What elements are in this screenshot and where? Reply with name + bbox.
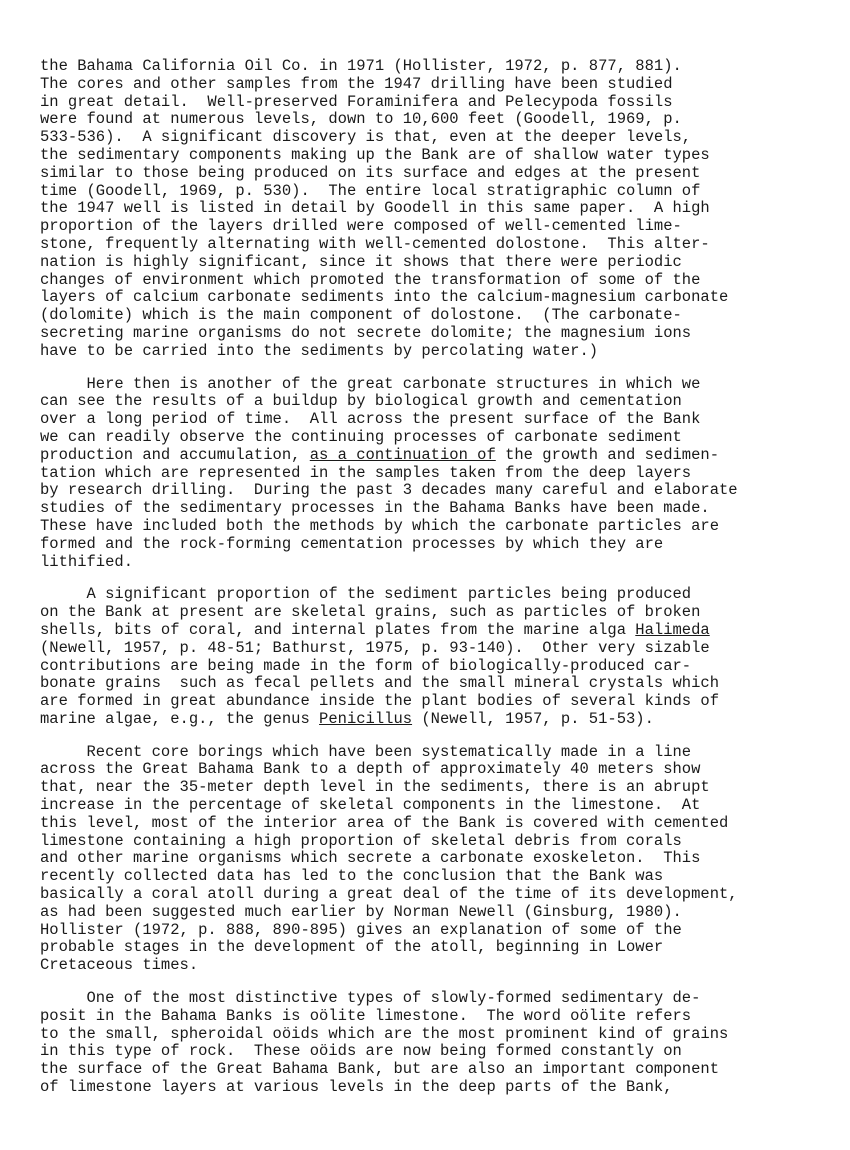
text-line: Hollister (1972, p. 888, 890-895) gives an explanation of some of the [40,920,682,939]
text-line: by research drilling. During the past 3 decades many careful and elaborate [40,481,738,500]
text-line: increase in the percentage of skeletal components in the limestone. At [40,796,701,815]
text-line: of limestone layers at various levels in the deep parts of the Bank, [40,1078,673,1097]
text-line: have to be carried into the sediments by percolating water.) [40,341,599,360]
text-line: over a long period of time. All across the present surface of the Bank [40,410,701,429]
text-line: nation is highly significant, since it shows that there were periodic [40,252,682,271]
text-line: formed and the rock-forming cementation processes by which they are [40,534,664,553]
text-line: Cretaceous times. [40,956,199,975]
text-line: this level, most of the interior area of the Bank is covered with cemented [40,813,729,832]
text-line: production and accumulation, as a continuation of the growth and sedimen- [40,445,720,464]
underlined-phrase: as a continuation of [309,445,496,464]
paragraph-3 [40,586,820,728]
text-line: that, near the 35-meter depth level in the sediments, there is an abrupt [40,778,710,797]
text-line: The cores and other samples from the 1947 drilling have been studied [40,74,673,93]
paragraph-5 [40,990,820,1097]
text-line: shells, bits of coral, and internal plates from the marine alga Halimeda [40,620,710,639]
text-line: proportion of the layers drilled were composed of well-cemented lime- [40,217,682,236]
text-line: time (Goodell, 1969, p. 530). The entire local stratigraphic column of [40,181,701,200]
text-line: can see the results of a buildup by biological growth and cementation [40,392,682,411]
paragraph-1 [40,58,820,361]
text-line: contributions are being made in the form of biologically-produced car- [40,656,692,675]
text-line: in this type of rock. These oöids are now being formed constantly on [40,1042,682,1061]
paragraph-4 [40,744,820,975]
text-line: in great detail. Well-preserved Foraminifera and Pelecypoda fossils [40,92,673,111]
text-line: layers of calcium carbonate sediments into the calcium-magnesium carbonate [40,288,729,307]
text-line: across the Great Bahama Bank to a depth of approximately 40 meters show [40,760,701,779]
text-line: Recent core borings which have been systematically made in a line [40,742,692,761]
text-line: to the small, spheroidal oöids which are the most prominent kind of grains [40,1024,729,1043]
text-line: Here then is another of the great carbonate structures in which we [40,374,701,393]
text-line: limestone containing a high proportion of skeletal debris from corals [40,831,682,850]
text-line: recently collected data has led to the conclusion that the Bank was [40,867,664,886]
text-line: studies of the sedimentary processes in the Bahama Banks have been made. [40,499,710,518]
text-line: stone, frequently alternating with well-cemented dolostone. This alter- [40,234,710,253]
text-line: the Bahama California Oil Co. in 1971 (Hollister, 1972, p. 877, 881). [40,57,682,75]
text-line: marine algae, e.g., the genus Penicillus (Newell, 1957, p. 51-53). [40,709,654,728]
text-line: the 1947 well is listed in detail by Goodell in this same paper. A high [40,199,710,218]
text-line: 533-536). A significant discovery is that, even at the deeper levels, [40,128,692,147]
text-line: and other marine organisms which secrete a carbonate exoskeleton. This [40,849,701,868]
text-line: (dolomite) which is the main component of dolostone. (The carbonate- [40,306,682,325]
text-line: the surface of the Great Bahama Bank, but are also an important component [40,1060,720,1079]
text-line: changes of environment which promoted the transformation of some of the [40,270,701,289]
text-line: we can readily observe the continuing processes of carbonate sediment [40,427,682,446]
text-line: secreting marine organisms do not secrete dolomite; the magnesium ions [40,323,692,342]
text-line: were found at numerous levels, down to 10,600 feet (Goodell, 1969, p. [40,110,682,129]
text-line: as had been suggested much earlier by Norman Newell (Ginsburg, 1980). [40,902,682,921]
paragraph-2 [40,376,820,572]
text-line: similar to those being produced on its surface and edges at the present [40,163,701,182]
text-line: on the Bank at present are skeletal grains, such as particles of broken [40,603,701,622]
text-line: These have included both the methods by which the carbonate particles are [40,516,720,535]
text-line: One of the most distinctive types of slowly-formed sedimentary de- [40,989,701,1008]
document-page [40,58,820,1112]
text-line: bonate grains such as fecal pellets and the small mineral crystals which [40,674,720,693]
text-line: the sedimentary components making up the Bank are of shallow water types [40,145,710,164]
text-line: probable stages in the development of the atoll, beginning in Lower [40,938,664,957]
text-line: A significant proportion of the sediment particles being produced [40,585,692,604]
text-line: lithified. [40,552,134,571]
text-line: tation which are represented in the samples taken from the deep layers [40,463,692,482]
text-line: are formed in great abundance inside the plant bodies of several kinds of [40,692,720,711]
genus-name-halimeda: Halimeda [635,620,710,639]
text-line: basically a coral atoll during a great deal of the time of its development, [40,885,738,904]
text-line: (Newell, 1957, p. 48-51; Bathurst, 1975, p. 93-140). Other very sizable [40,638,710,657]
genus-name-penicillus: Penicillus [319,709,413,728]
text-line: posit in the Bahama Banks is oölite limestone. The word oölite refers [40,1006,692,1025]
